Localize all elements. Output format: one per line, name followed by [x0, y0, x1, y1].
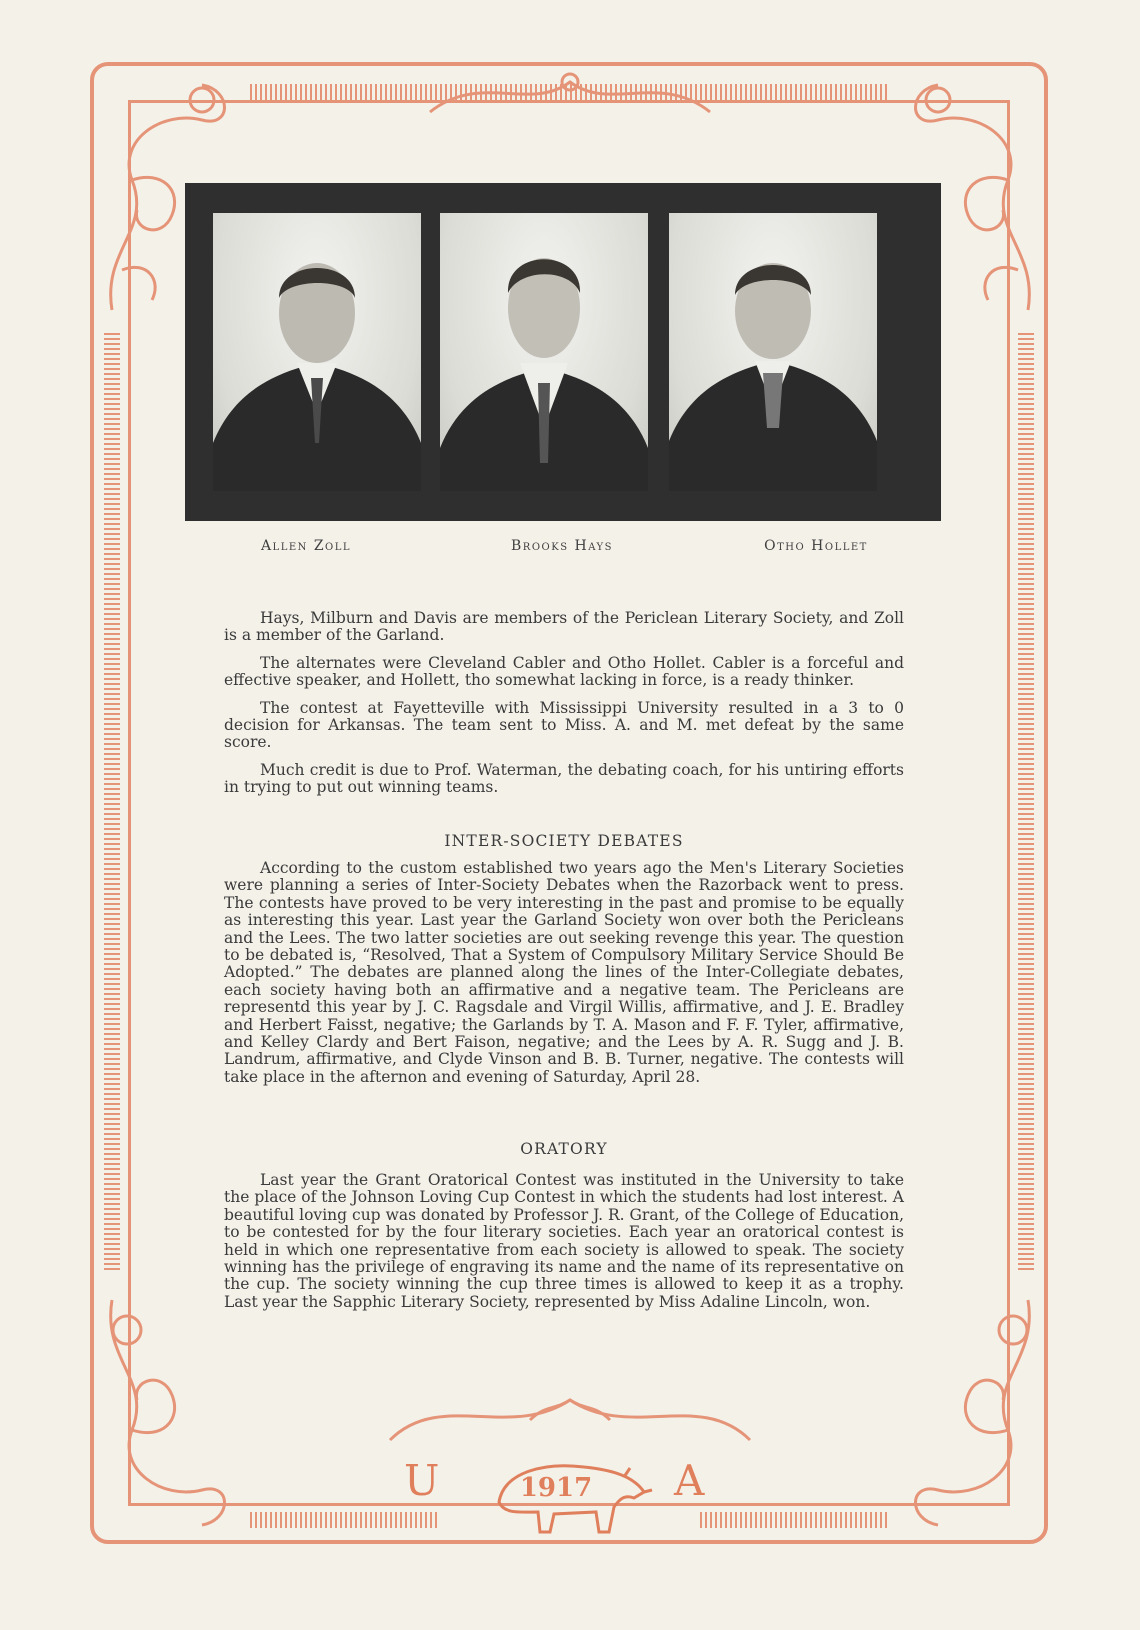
person-silhouette-icon [213, 213, 421, 491]
caption-otho-hollet: Otho Hollet [764, 538, 868, 554]
left-rule-band [104, 330, 120, 1270]
oratory-text [224, 1172, 904, 1321]
oratory-heading: ORATORY [520, 1140, 608, 1158]
paragraph: According to the custom established two years ago the Men's Literary Societies were planning a series of Inter-Society Debates when the Razorback went to press. The contests have proved to be very interesting in the past and promise to be equally as interesting this year. Last year the Garland Society won over both the Pericleans and the Lees. The two latter societies are out seeking revenge this year. The question to be debated is, “Resolved, That a System of Compulsory Military Service Should Be Adopted.” The debates are planned along the lines of the Inter-Collegiate debates, each society having both an affirmative and a negative team. The Pericleans are representd this year by J. C. Ragsdale and Virgil Willis, affirmative, and J. E. Bradley and Herbert Faisst, negative; the Garlands by T. A. Mason and F. F. Tyler, affirmative, and Kelley Clardy and Bert Faison, negative; and the Lees by A. R. Sugg and J. B. Landrum, affirmative, and Clyde Vinson and B. B. Turner, negative. The contests will take place in the afternon and evening of Saturday, April 28. [224, 859, 904, 1086]
caption-brooks-hays: Brooks Hays [511, 538, 613, 554]
intro-text [224, 610, 904, 807]
portrait-photo-otho-hollet [669, 213, 877, 491]
footer-letter-a: A [674, 1456, 705, 1505]
person-silhouette-icon [669, 213, 877, 491]
year-label: 1917 [519, 1473, 593, 1503]
person-silhouette-icon [440, 213, 648, 491]
footer-letter-u: U [404, 1456, 440, 1505]
inter-society-heading: INTER-SOCIETY DEBATES [444, 832, 684, 850]
portrait-strip [185, 183, 941, 521]
paragraph: Hays, Milburn and Davis are members of the Periclean Literary Society, and Zoll is a member of the Garland. [224, 609, 904, 645]
portrait-photo-allen-zoll [213, 213, 421, 491]
paragraph: Much credit is due to Prof. Waterman, the debating coach, for his untiring efforts in trying to put out winning teams. [224, 760, 904, 797]
bottom-right-scroll-icon [898, 1290, 1048, 1540]
bottom-rule-band-right [700, 1512, 890, 1528]
right-rule-band [1018, 330, 1034, 1270]
inter-society-text [224, 860, 904, 1096]
caption-allen-zoll: Allen Zoll [260, 538, 352, 554]
paragraph: Last year the Grant Oratorical Contest was instituted in the University to take the place of the Johnson Loving Cup Contest in which the students had lost interest. A beautiful loving cup was donated by Professor J. R. Grant, of the College of Education, to be contested for by the four literary societies. Each year an oratorical contest is held in which one representative from each society is allowed to speak. The society winning has the privilege of engraving its name and the name of its representative on the cup. The society winning the cup three times is allowed to keep it as a trophy. Last year the Sapphic Literary Society, represented by Miss Adaline Lincoln, won. [224, 1171, 904, 1311]
razorback-hog-emblem-icon [484, 1432, 654, 1542]
paragraph: The contest at Fayetteville with Mississippi University resulted in a 3 to 0 decision for Arkansas. The team sent to Miss. A. and M. met defeat by the same score. [224, 698, 904, 752]
portrait-photo-brooks-hays [440, 213, 648, 491]
top-center-scroll-icon [420, 62, 720, 122]
paragraph: The alternates were Cleveland Cabler and Otho Hollet. Cabler is a forceful and effective speaker, and Hollett, tho somewhat lacking in force, is a ready thinker. [224, 653, 904, 690]
bottom-rule-band-left [250, 1512, 440, 1528]
bottom-left-scroll-icon [92, 1290, 242, 1540]
